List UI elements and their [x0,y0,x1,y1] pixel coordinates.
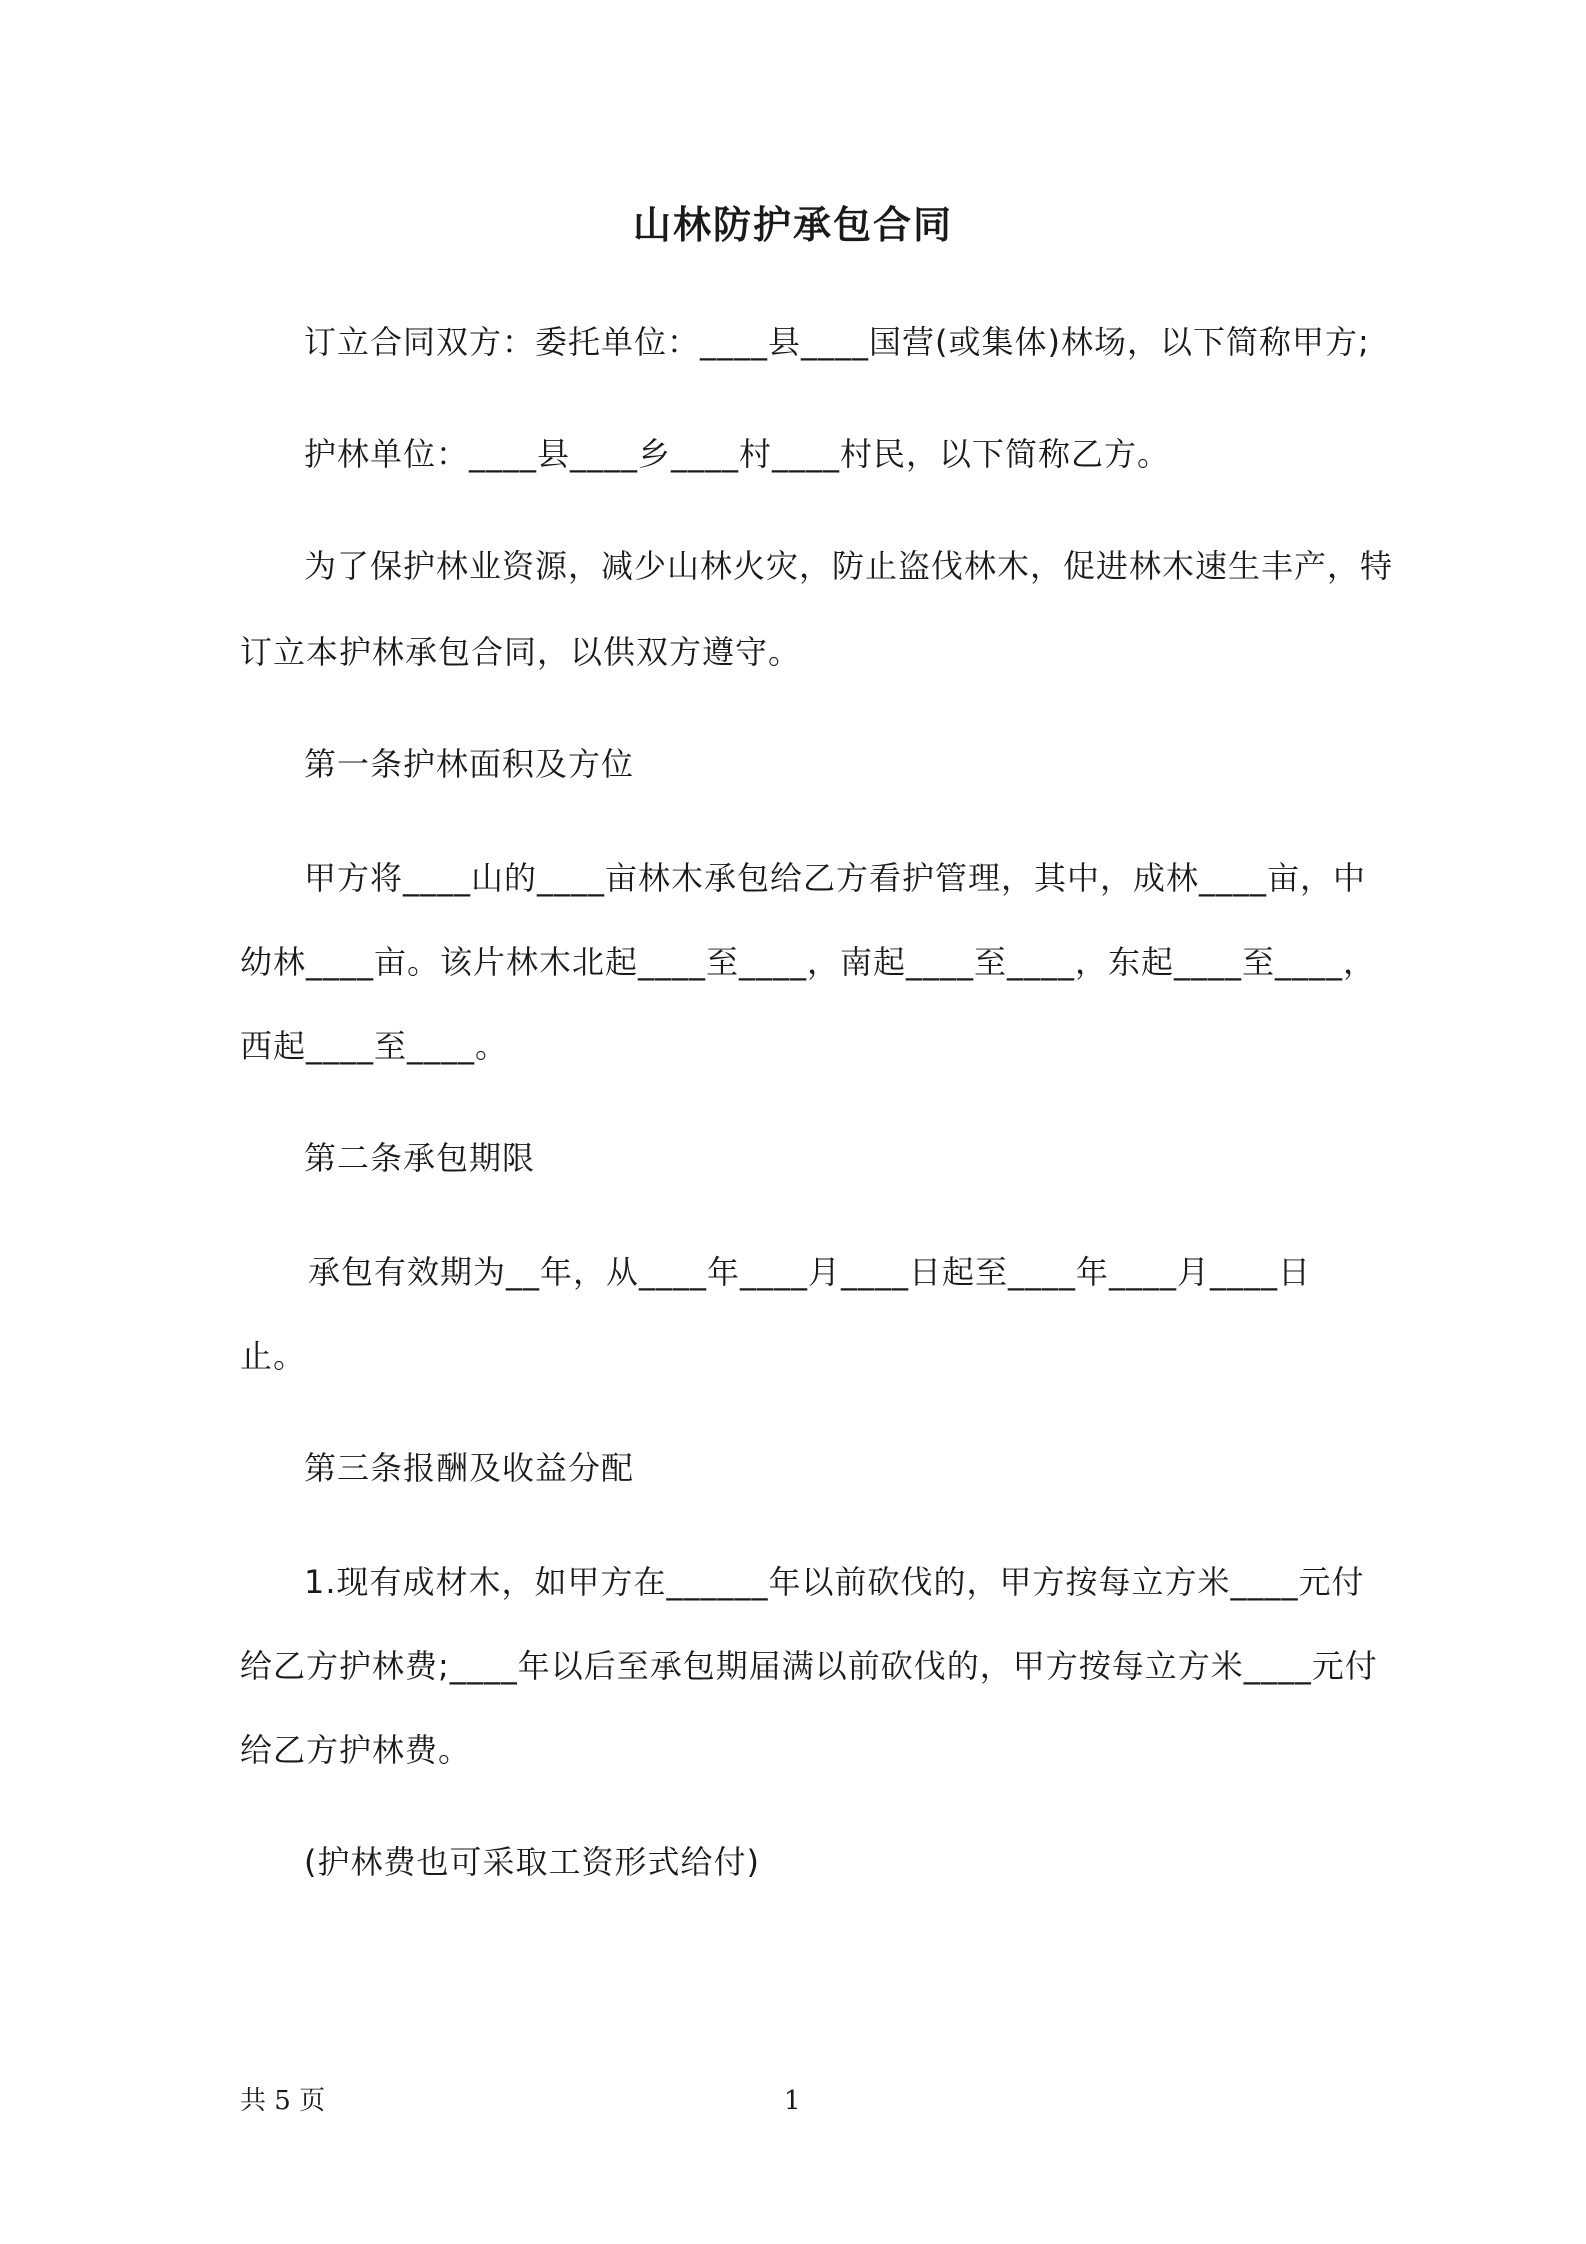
article-3-item-1-line-1: 1.现有成材木，如甲方在______年以前砍伐的，甲方按每立方米____元付 [304,1563,1365,1601]
forest-guard-unit: 护林单位：____县____乡____村____村民，以下简称乙方。 [304,435,1171,473]
article-3-note: (护林费也可采取工资形式给付) [304,1843,760,1881]
article-3-heading: 第三条报酬及收益分配 [304,1449,635,1487]
article-1-heading: 第一条护林面积及方位 [304,745,635,783]
article-2-line-1: 承包有效期为__年，从____年____月____日起至____年____月____日 [308,1253,1312,1291]
article-1-line-3: 西起____至____。 [240,1027,509,1065]
footer-page-number: 1 [784,2086,801,2116]
purpose-line-2: 订立本护林承包合同，以供双方遵守。 [240,633,802,671]
article-3-item-1-line-3: 给乙方护林费。 [240,1731,472,1769]
article-2-line-2: 止。 [240,1337,307,1375]
footer-total-pages: 共 5 页 [240,2086,326,2116]
parties-clause: 订立合同双方：委托单位：____县____国营(或集体)林场，以下简称甲方; [304,323,1370,361]
article-1-line-1: 甲方将____山的____亩林木承包给乙方看护管理，其中，成林____亩，中 [304,859,1367,897]
article-1-line-2: 幼林____亩。该片林木北起____至____，南起____至____，东起____至____， [240,943,1377,981]
article-3-item-1-line-2: 给乙方护林费;____年以后至承包期届满以前砍伐的，甲方按每立方米____元付 [240,1647,1378,1685]
document-title: 山林防护承包合同 [632,203,953,247]
purpose-line-1: 为了保护林业资源，减少山林火灾，防止盗伐林木，促进林木速生丰产，特 [304,547,1394,585]
article-2-heading: 第二条承包期限 [304,1139,536,1177]
